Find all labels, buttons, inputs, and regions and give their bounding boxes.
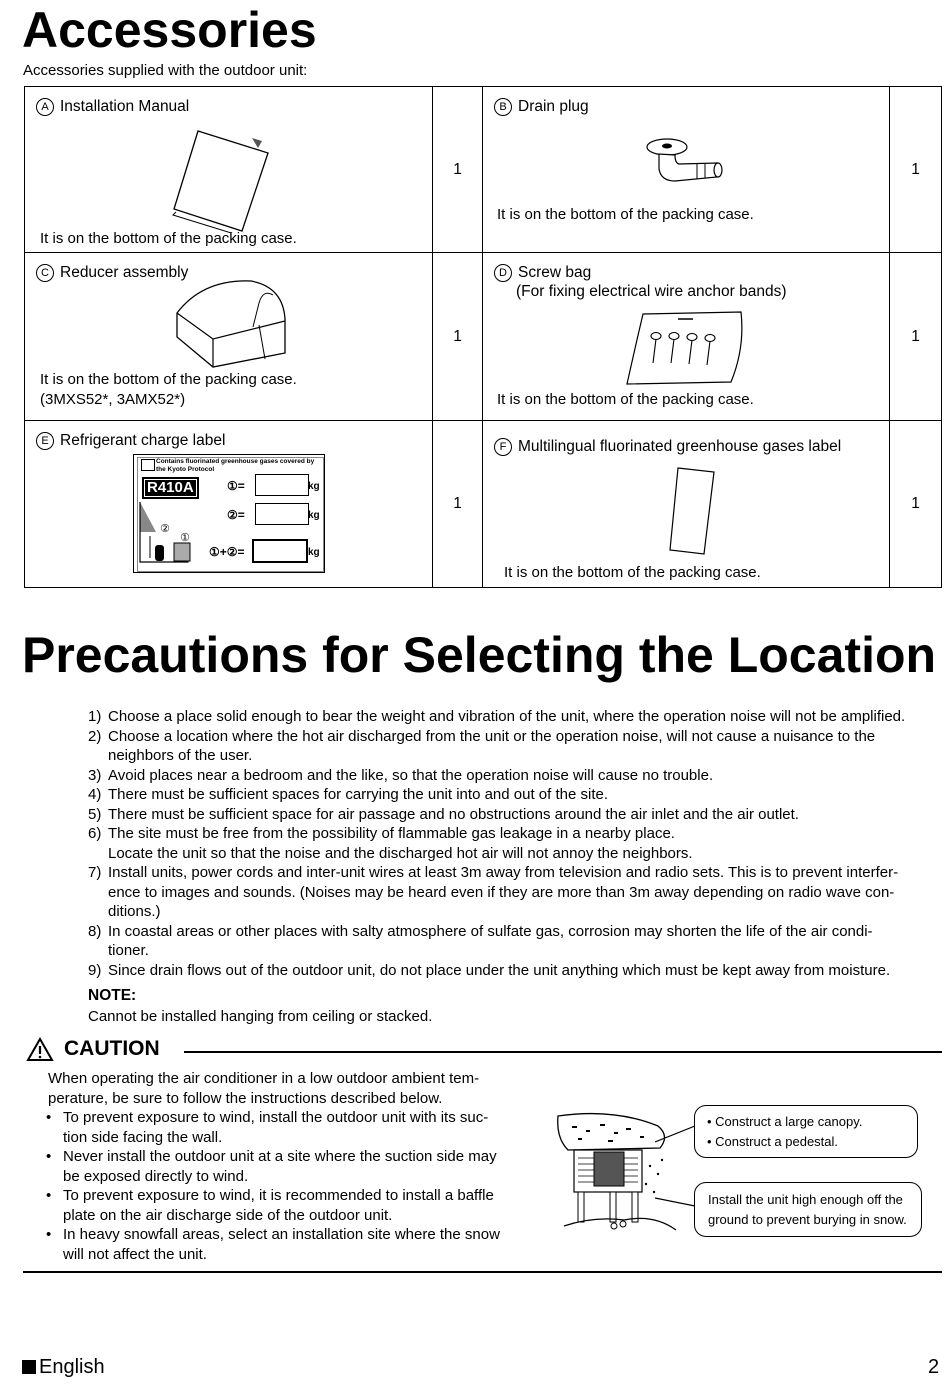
precaution-number: 1) (88, 708, 102, 725)
precaution-number: 4) (88, 786, 102, 803)
accessory-letter-b: B (494, 98, 512, 116)
caution-header (26, 1036, 942, 1064)
precaution-item-2 (88, 727, 948, 766)
caution-text: be exposed directly to wind. (63, 1167, 249, 1185)
accessory-f-title (494, 437, 841, 456)
accessory-a-name: Installation Manual (60, 98, 190, 115)
refrigerant-type: R410A (142, 477, 199, 499)
label-row2: ②= (227, 508, 245, 522)
accessory-d-name-detail: (For fixing electrical wire anchor bands) (516, 283, 787, 300)
warning-triangle-icon (26, 1037, 54, 1062)
note-label: NOTE: (88, 987, 137, 1004)
footer-language-text: English (39, 1356, 105, 1378)
precaution-text: The site must be free from the possibility of flammable gas leakage in a nearby place. (108, 825, 675, 842)
precaution-text: ditions.) (108, 903, 161, 920)
accessories-table (24, 86, 942, 588)
screw-bag-icon (623, 308, 747, 386)
caution-list (46, 1108, 526, 1264)
accessory-b-name: Drain plug (518, 98, 589, 115)
accessory-f-name: Multilingual fluorinated greenhouse gases label (518, 438, 842, 455)
accessory-a-title (36, 97, 189, 116)
precaution-text: ence to images and sounds. (Noises may be heard even if they are more than 3m away depending on radio wave con- (108, 883, 895, 901)
precaution-text: neighbors of the user. (108, 747, 253, 764)
caution-title: CAUTION (64, 1037, 160, 1060)
precaution-item-1 (88, 707, 948, 727)
precaution-item-4 (88, 785, 948, 805)
accessory-f-cell (483, 421, 890, 588)
greenhouse-label-icon (668, 466, 718, 556)
precaution-number: 6) (88, 825, 102, 842)
label-unit1: kg (308, 481, 320, 492)
precaution-text: There must be sufficient spaces for carrying the unit into and out of the site. (108, 786, 608, 803)
accessory-d-qty: 1 (890, 253, 942, 421)
accessory-letter-f: F (494, 438, 512, 456)
precaution-text: Avoid places near a bedroom and the like, so that the operation noise will cause no trouble. (108, 766, 714, 784)
section-title-precautions: Precautions for Selecting the Location (22, 627, 937, 683)
caution-text: To prevent exposure to wind, it is recommended to install a baffle (63, 1187, 494, 1204)
precaution-text: tioner. (108, 942, 149, 959)
precaution-item-8 (88, 922, 948, 961)
precaution-number: 9) (88, 961, 102, 979)
bubble-pointer-2 (655, 1196, 697, 1218)
label-unit3: kg (308, 547, 320, 558)
precaution-number: 8) (88, 922, 102, 940)
precaution-item-9 (88, 961, 948, 981)
accessory-a-qty: 1 (433, 87, 483, 253)
label-box3 (252, 539, 308, 563)
accessory-e-qty: 1 (433, 421, 483, 588)
precaution-item-5 (88, 805, 948, 825)
callout-line: • Construct a pedestal. (707, 1134, 839, 1149)
caution-intro-line: When operating the air conditioner in a low outdoor ambient tem- (48, 1070, 480, 1087)
bottom-rule (23, 1271, 942, 1273)
precaution-text: Choose a location where the hot air discharged from the unit or the operation noise, will not cause a nuisance to the (108, 727, 876, 745)
callout-line: • Construct a large canopy. (707, 1114, 863, 1129)
accessory-c-name: Reducer assembly (60, 264, 189, 281)
caution-intro (48, 1069, 518, 1108)
drain-plug-icon (645, 137, 727, 187)
label-box1 (255, 474, 309, 496)
accessory-d-name: Screw bag (518, 264, 592, 281)
label-mark1: ① (180, 531, 190, 544)
caution-text: In heavy snowfall areas, select an installation site where the snow (63, 1226, 500, 1243)
precaution-item-6 (88, 824, 948, 863)
precaution-text: There must be sufficient space for air passage and no obstructions around the air inlet and the air outlet. (108, 805, 799, 823)
book-icon (141, 459, 155, 471)
precaution-item-7 (88, 863, 948, 922)
accessory-letter-a: A (36, 98, 54, 116)
accessory-a-cell (25, 87, 433, 253)
accessory-c-note-line2: (3MXS52*, 3AMX52*) (40, 391, 186, 408)
note-text: Cannot be installed hanging from ceiling or stacked. (88, 1008, 433, 1025)
precaution-text: Choose a place solid enough to bear the weight and vibration of the unit, where the operation noise will not be amplified. (108, 708, 906, 725)
callout-text: Construct a pedestal. (715, 1134, 839, 1149)
precaution-number: 7) (88, 864, 102, 881)
label-row3: ①+②= (209, 545, 245, 559)
callout-text: ground to prevent burying in snow. (708, 1212, 907, 1227)
page-number: 2 (928, 1356, 940, 1378)
accessory-c-cell (25, 253, 433, 421)
refrigerant-charge-label-icon (133, 454, 325, 573)
callout-height (694, 1182, 922, 1237)
accessories-subtitle: Accessories supplied with the outdoor unit: (23, 62, 308, 79)
manual-icon (170, 123, 270, 233)
caution-text: Never install the outdoor unit at a site where the suction side may (63, 1148, 497, 1165)
label-unit2: kg (308, 510, 320, 521)
accessory-b-cell (483, 87, 890, 253)
accessory-e-title (36, 431, 225, 450)
accessory-d-note: It is on the bottom of the packing case. (497, 391, 754, 408)
bubble-pointer-1 (655, 1124, 697, 1144)
accessory-c-note (40, 370, 297, 410)
caution-divider (184, 1051, 942, 1053)
precaution-number: 2) (88, 727, 102, 745)
callout-text: Install the unit high enough off the (708, 1192, 903, 1207)
accessory-f-note: It is on the bottom of the packing case. (504, 564, 761, 581)
precaution-item-3 (88, 766, 948, 786)
caution-item: • To prevent exposure to wind, install the outdoor unit with its suc- tion side facing the wall. (46, 1108, 526, 1147)
accessory-c-title (36, 263, 188, 282)
accessory-b-note: It is on the bottom of the packing case. (497, 206, 754, 223)
footer-language (22, 1356, 105, 1379)
precautions-list (88, 707, 948, 980)
label-box2 (255, 503, 309, 525)
caution-item: • In heavy snowfall areas, select an installation site where the snow will not affect the unit. (46, 1225, 526, 1264)
caution-text: plate on the air discharge side of the outdoor unit. (63, 1206, 393, 1224)
precaution-number: 3) (88, 766, 102, 784)
precaution-text: Locate the unit so that the noise and the discharged hot air will not annoy the neighbors. (108, 844, 693, 862)
accessory-d-title (494, 263, 787, 301)
caution-text: To prevent exposure to wind, install the outdoor unit with its suc- (63, 1109, 489, 1126)
caution-text: tion side facing the wall. (63, 1128, 223, 1146)
caution-text: will not affect the unit. (63, 1245, 207, 1263)
label-mark2: ② (160, 522, 170, 535)
accessory-letter-d: D (494, 264, 512, 282)
caution-item: • Never install the outdoor unit at a site where the suction side may be exposed directly to wind. (46, 1147, 526, 1186)
callout-text: Construct a large canopy. (715, 1114, 863, 1129)
accessory-c-note-line1: It is on the bottom of the packing case. (40, 371, 297, 388)
cylinder-diagram-icon (138, 500, 208, 568)
accessory-e-cell (25, 421, 433, 588)
label-header: Contains fluorinated greenhouse gases covered by the Kyoto Protocol (156, 458, 315, 473)
caution-intro-line: perature, be sure to follow the instructions described below. (48, 1089, 443, 1107)
precaution-text: Install units, power cords and inter-unit wires at least 3m away from television and radio sets. This is to prevent interfer- (108, 864, 899, 881)
accessory-b-qty: 1 (890, 87, 942, 253)
callout-canopy (694, 1105, 918, 1158)
accessory-b-title (494, 97, 589, 116)
caution-item: • To prevent exposure to wind, it is recommended to install a baffle plate on the air discharge side of the outdoor unit. (46, 1186, 526, 1225)
accessory-a-note: It is on the bottom of the packing case. (40, 230, 297, 247)
label-row1: ①= (227, 479, 245, 493)
accessory-letter-e: E (36, 432, 54, 450)
page-title: Accessories (22, 2, 317, 58)
accessory-c-qty: 1 (433, 253, 483, 421)
precaution-number: 5) (88, 805, 102, 823)
square-bullet-icon (22, 1360, 36, 1374)
reducer-assembly-icon (173, 275, 293, 370)
accessory-e-name: Refrigerant charge label (60, 432, 226, 449)
precaution-text: Since drain flows out of the outdoor unit, do not place under the unit anything which must be kept away from moisture. (108, 961, 891, 979)
accessory-f-qty: 1 (890, 421, 942, 588)
precaution-text: In coastal areas or other places with salty atmosphere of sulfate gas, corrosion may shorten the life of the air condi- (108, 922, 873, 940)
accessory-d-cell (483, 253, 890, 421)
accessory-letter-c: C (36, 264, 54, 282)
